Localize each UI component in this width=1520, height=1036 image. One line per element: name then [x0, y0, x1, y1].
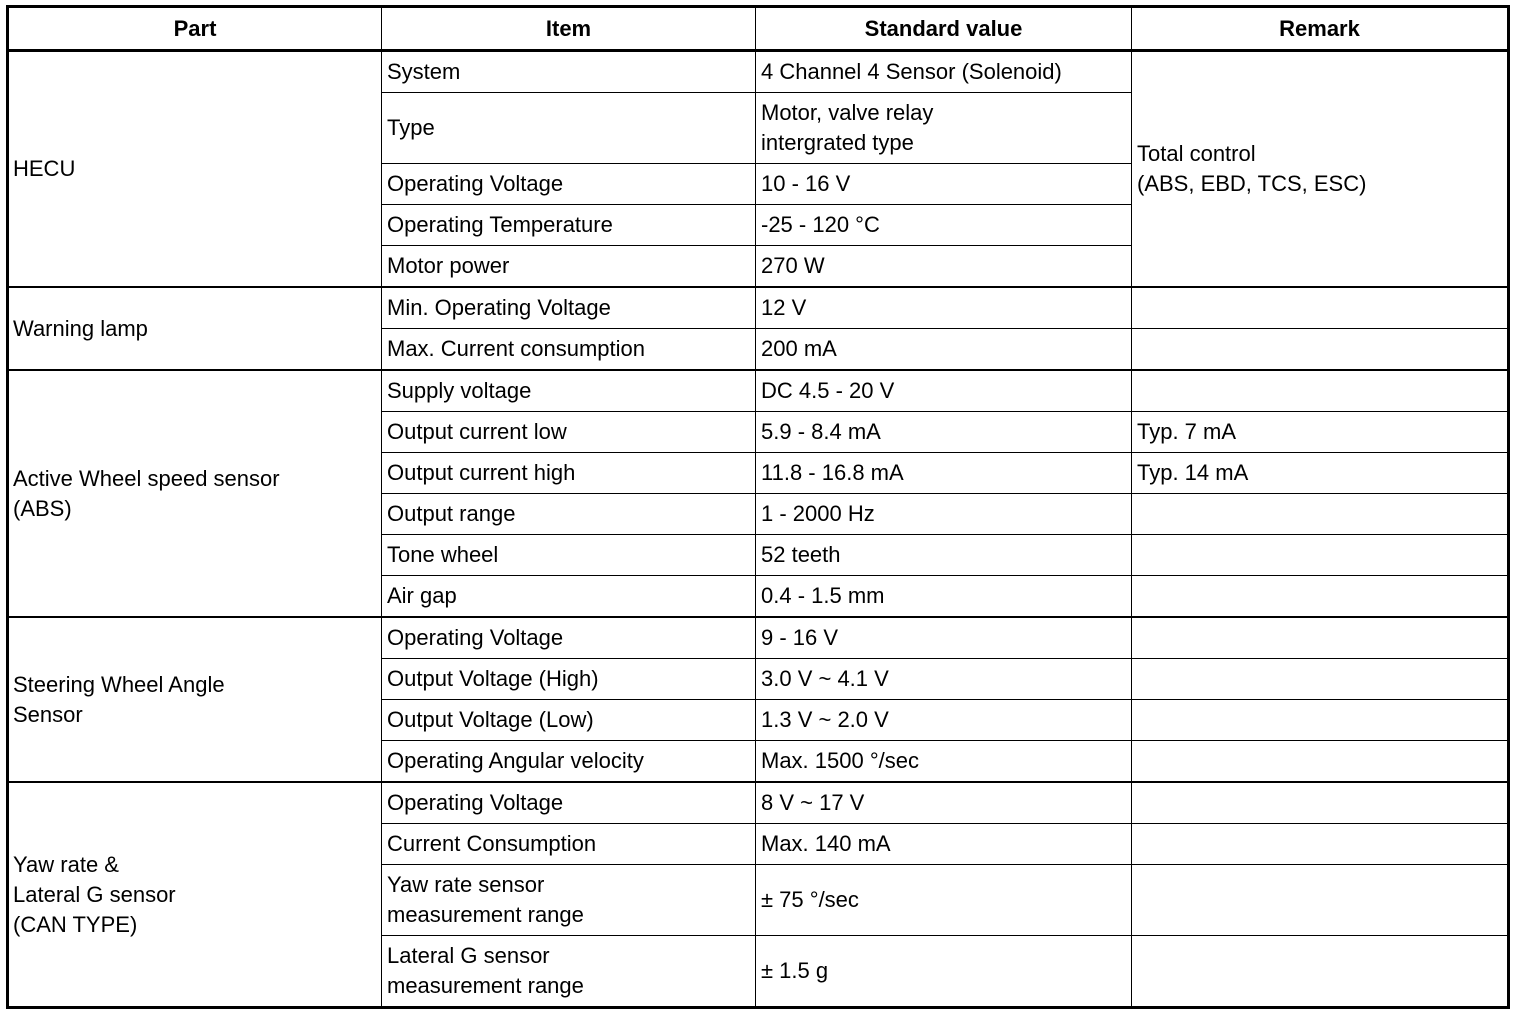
remark-cell	[1132, 576, 1509, 618]
remark-cell	[1132, 617, 1509, 659]
value-cell: 270 W	[756, 246, 1132, 288]
item-cell: Output Voltage (Low)	[382, 700, 756, 741]
remark-cell	[1132, 329, 1509, 371]
value-cell: 12 V	[756, 287, 1132, 329]
header-standard-value: Standard value	[756, 7, 1132, 51]
value-cell: Max. 1500 °/sec	[756, 741, 1132, 783]
value-cell: 1.3 V ~ 2.0 V	[756, 700, 1132, 741]
value-cell: 200 mA	[756, 329, 1132, 371]
table-row	[8, 287, 1509, 329]
remark-cell	[1132, 824, 1509, 865]
item-cell: Supply voltage	[382, 370, 756, 412]
part-cell: Yaw rate & Lateral G sensor (CAN TYPE)	[8, 782, 382, 1008]
value-cell: 5.9 - 8.4 mA	[756, 412, 1132, 453]
value-cell: Max. 140 mA	[756, 824, 1132, 865]
item-cell: Air gap	[382, 576, 756, 618]
header-remark: Remark	[1132, 7, 1509, 51]
value-cell: 4 Channel 4 Sensor (Solenoid)	[756, 51, 1132, 93]
item-cell: Operating Voltage	[382, 617, 756, 659]
header-part: Part	[8, 7, 382, 51]
value-cell: ± 1.5 g	[756, 936, 1132, 1008]
remark-cell	[1132, 370, 1509, 412]
value-cell: 10 - 16 V	[756, 164, 1132, 205]
value-cell: 3.0 V ~ 4.1 V	[756, 659, 1132, 700]
remark-cell	[1132, 782, 1509, 824]
remark-cell	[1132, 659, 1509, 700]
value-cell: 1 - 2000 Hz	[756, 494, 1132, 535]
item-cell: Tone wheel	[382, 535, 756, 576]
value-cell: 11.8 - 16.8 mA	[756, 453, 1132, 494]
remark-cell: Typ. 14 mA	[1132, 453, 1509, 494]
item-cell: Operating Temperature	[382, 205, 756, 246]
table-row	[8, 370, 1509, 412]
value-cell: 8 V ~ 17 V	[756, 782, 1132, 824]
item-cell: Operating Voltage	[382, 782, 756, 824]
remark-cell	[1132, 287, 1509, 329]
remark-cell: Typ. 7 mA	[1132, 412, 1509, 453]
item-cell: Type	[382, 93, 756, 164]
remark-cell	[1132, 865, 1509, 936]
item-cell: Max. Current consumption	[382, 329, 756, 371]
remark-cell	[1132, 700, 1509, 741]
item-cell: Motor power	[382, 246, 756, 288]
item-cell: Operating Voltage	[382, 164, 756, 205]
part-cell: HECU	[8, 51, 382, 288]
item-cell: Yaw rate sensor measurement range	[382, 865, 756, 936]
item-cell: Output current high	[382, 453, 756, 494]
part-cell: Steering Wheel Angle Sensor	[8, 617, 382, 782]
remark-cell	[1132, 535, 1509, 576]
item-cell: Min. Operating Voltage	[382, 287, 756, 329]
remark-cell	[1132, 741, 1509, 783]
spec-table	[6, 5, 1510, 1009]
table-row	[8, 617, 1509, 659]
value-cell: ± 75 °/sec	[756, 865, 1132, 936]
value-cell: 52 teeth	[756, 535, 1132, 576]
item-cell: Output current low	[382, 412, 756, 453]
item-cell: Output Voltage (High)	[382, 659, 756, 700]
value-cell: Motor, valve relay intergrated type	[756, 93, 1132, 164]
part-cell: Warning lamp	[8, 287, 382, 370]
item-cell: Lateral G sensor measurement range	[382, 936, 756, 1008]
value-cell: 9 - 16 V	[756, 617, 1132, 659]
item-cell: Output range	[382, 494, 756, 535]
item-cell: Operating Angular velocity	[382, 741, 756, 783]
remark-cell: Total control (ABS, EBD, TCS, ESC)	[1132, 51, 1509, 288]
header-item: Item	[382, 7, 756, 51]
header-row	[8, 7, 1509, 51]
remark-cell	[1132, 936, 1509, 1008]
value-cell: 0.4 - 1.5 mm	[756, 576, 1132, 618]
item-cell: Current Consumption	[382, 824, 756, 865]
table-row	[8, 782, 1509, 824]
table-row	[8, 51, 1509, 93]
remark-cell	[1132, 494, 1509, 535]
item-cell: System	[382, 51, 756, 93]
value-cell: DC 4.5 - 20 V	[756, 370, 1132, 412]
part-cell: Active Wheel speed sensor (ABS)	[8, 370, 382, 617]
value-cell: -25 - 120 °C	[756, 205, 1132, 246]
